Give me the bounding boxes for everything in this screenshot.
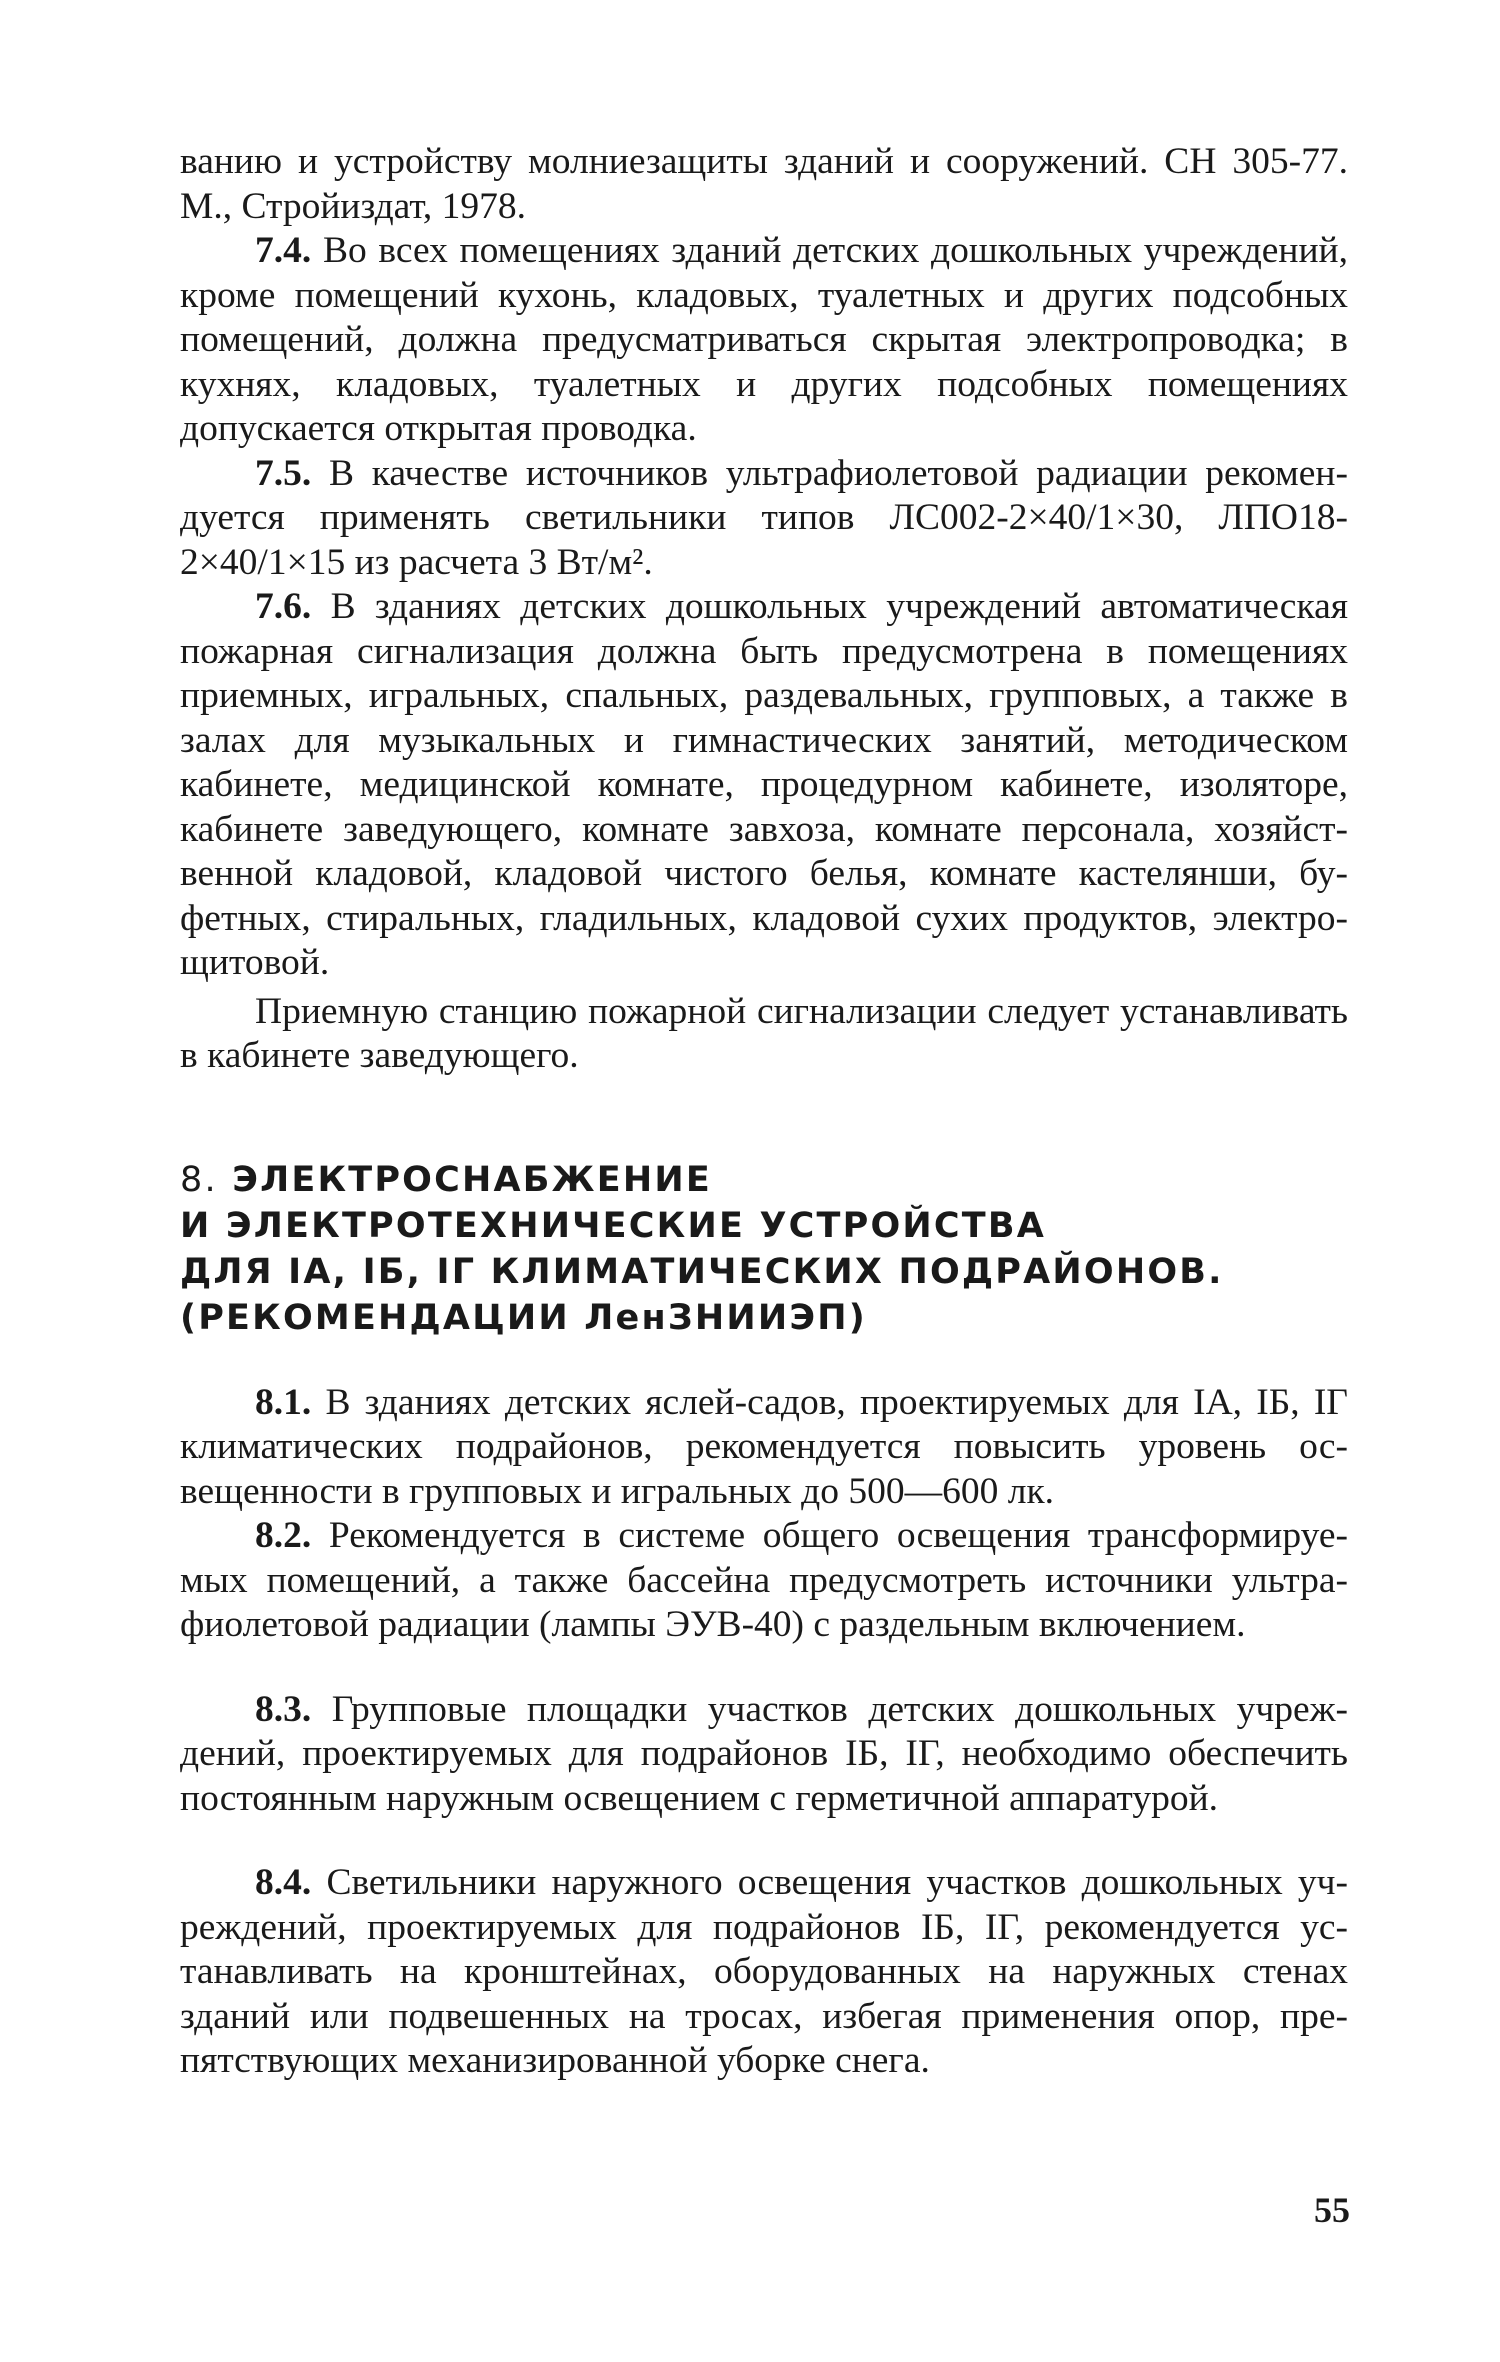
paragraph-number: 7.6.: [255, 586, 312, 627]
paragraph-8-1: [180, 1381, 1348, 1515]
paragraph-number: 8.4.: [255, 1862, 312, 1903]
section-title-part: ЭЛЕКТРОСНАБЖЕНИЕ: [232, 1159, 712, 1200]
paragraph-text: В зданиях детских яслей-садов, проектируемых для IА, IБ, IГ климатических подрайонов, рекомендуется повысить уровень освещенности в групповых и игральных до 500—600 лк.: [180, 1381, 1348, 1512]
section-heading-line-2: И ЭЛЕКТРОТЕХНИЧЕСКИЕ УСТРОЙСТВА: [180, 1205, 1047, 1246]
paragraph-number: 8.3.: [255, 1688, 312, 1730]
paragraph-7-5: [180, 452, 1348, 586]
paragraph-continuation: [180, 140, 1348, 229]
section-heading: [180, 1157, 1348, 1341]
paragraph-text: Рекомендуется в системе общего освещения трансформируемых помещений, а также бассейна предусмотреть источники ультрафиолетовой радиации (лампы ЭУВ-40) с раздельным включением.: [180, 1515, 1348, 1645]
section-number: 8.: [180, 1159, 218, 1200]
paragraph-7-4: [180, 229, 1348, 452]
paragraph-text: Во всех помещениях зданий детских дошкольных учреждений, кроме помещений кухонь, кладовых, туалетных и других подсобных помещений, должна предусматриваться скрытая электропроводка; в кухнях, кладовых, туалетных и других подсобных помещениях допускается открытая проводка.: [180, 230, 1349, 449]
section-heading-line-4: (РЕКОМЕНДАЦИИ ЛенЗНИИЭП): [180, 1297, 867, 1338]
document-page: [180, 140, 1348, 2084]
paragraph-text: Светильники наружного освещения участков дошкольных учреждений, проектируемых для подрайонов IБ, IГ, рекомендуется устанавливать на кронштейнах, оборудованных на наружных стенах зданий или подвешенных на тросах, избегая применения опор, препятствующих механизированной уборке снега.: [180, 1862, 1348, 2081]
section-heading-line-1: [180, 1157, 1348, 1203]
paragraph-text: ванию и устройству молниезащиты зданий и сооружений. СН 305-77. М., Стройиздат, 1978.: [180, 141, 1348, 227]
paragraph-number: 7.4.: [255, 230, 312, 271]
paragraph-8-2: [180, 1514, 1348, 1648]
paragraph-8-3: [180, 1688, 1348, 1822]
paragraph-number: 8.2.: [255, 1515, 312, 1556]
paragraph-7-6: [180, 585, 1348, 986]
paragraph-text: Приемную станцию пожарной сигнализации следует устанавливать в кабинете заведующего.: [180, 990, 1348, 1076]
page-number: 55: [1314, 2190, 1350, 2230]
section-heading-line-3: ДЛЯ IА, IБ, IГ КЛИМАТИЧЕСКИХ ПОДРАЙОНОВ.: [180, 1251, 1224, 1292]
paragraph-8-4: [180, 1861, 1348, 2084]
paragraph-text: В зданиях детских дошкольных учреждений автоматическая пожарная сигнализация должна быть предусмотрена в помещениях приемных, игральных, спальных, раздевальных, групповых, а также в залах для музыкальных и гимнастических занятий, методическом кабинете, медицинской комнате, процедурном кабинете, изоляторе, кабинете заведующего, комнате завхоза, комнате персонала, хозяйственной кладовой, кладовой чистого белья, комнате кастелянши, буфетных, стиральных, гладильных, кладовой сухих продуктов, электрощитовой.: [180, 586, 1348, 983]
paragraph-number: 7.5.: [255, 452, 312, 494]
paragraph-fire-alarm-station: [180, 990, 1348, 1079]
paragraph-number: 8.1.: [255, 1381, 312, 1423]
paragraph-text: В качестве источников ультрафиолетовой радиации рекомендуется применять светильники типов ЛС002-2×40/1×30, ЛПО18-2×40/1×15 из расчета 3 Вт/м².: [180, 452, 1348, 583]
paragraph-text: Групповые площадки участков детских дошкольных учреждений, проектируемых для подрайонов IБ, IГ, необходимо обеспечить постоянным наружным освещением с герметичной аппаратурой.: [180, 1688, 1348, 1819]
